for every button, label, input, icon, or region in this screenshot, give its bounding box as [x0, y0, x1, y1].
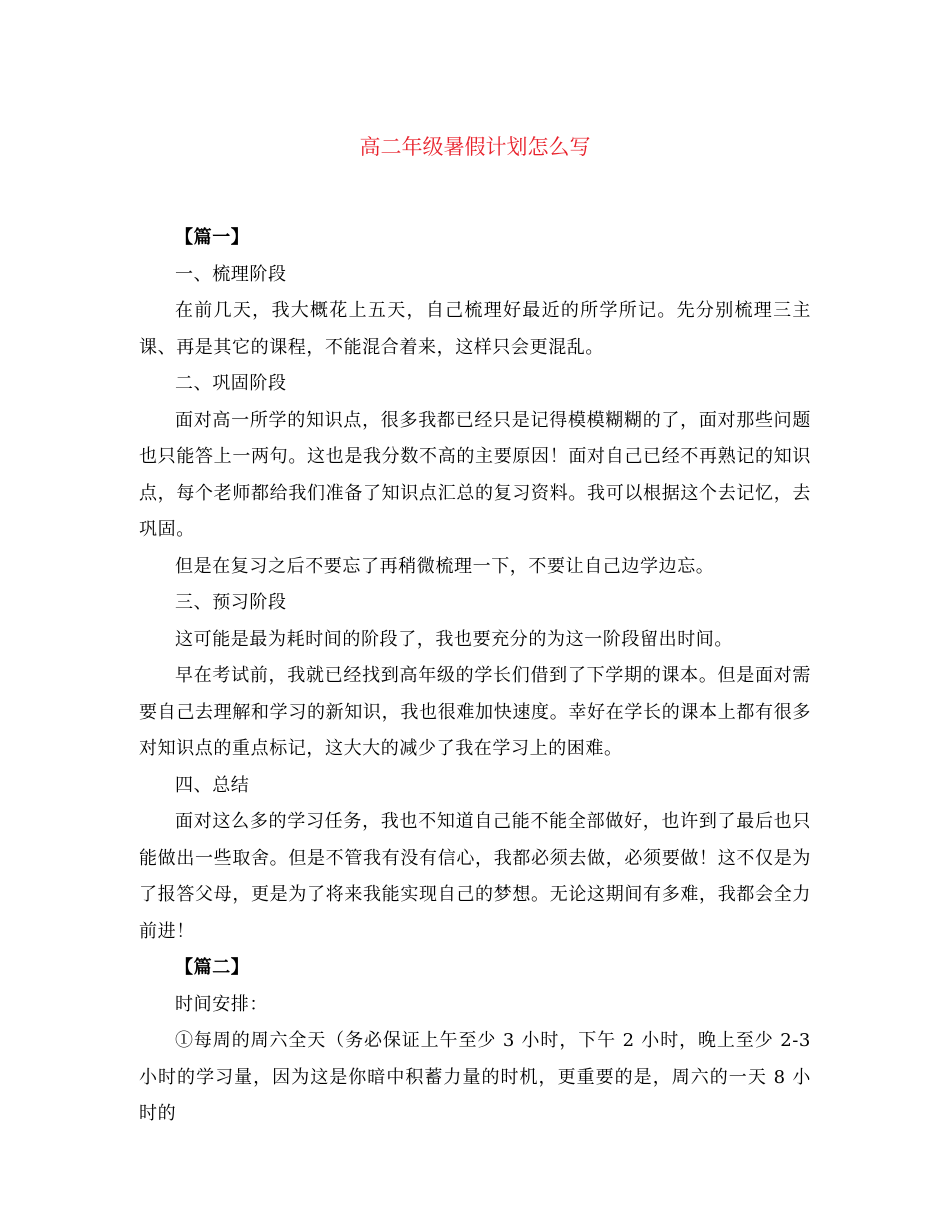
document-title: 高二年级暑假计划怎么写	[359, 135, 591, 159]
section-label-1: 【篇一】	[175, 227, 250, 248]
paragraph-preview-intro: 这可能是最为耗时间的阶段了，我也要充分的为这一阶段留出时间。	[175, 628, 733, 650]
heading-sort-stage: 一、梳理阶段	[175, 263, 287, 285]
paragraph-preview-detail: 早在考试前，我就已经找到高年级的学长们借到了下学期的课本。但是面对需要自己去理解和学习的新知识，我也很难加快速度。幸好在学长的课本上都有很多对知识点的重点标记，这大大的减少了我在学习上的困难。	[139, 665, 811, 759]
paragraph-sort-stage: 在前几天，我大概花上五天，自己梳理好最近的所学所记。先分别梳理三主课、再是其它的课程，不能混合着来，这样只会更混乱。	[139, 300, 811, 358]
paragraph-consolidate-stage: 面对高一所学的知识点，很多我都已经只是记得模模糊糊的了，面对那些问题也只能答上一两句。这也是我分数不高的主要原因！面对自己已经不再熟记的知识点，每个老师都给我们准备了知识点汇总的复习资料。我可以根据这个去记忆，去巩固。	[139, 409, 811, 540]
document-body	[139, 220, 811, 1133]
heading-preview-stage: 三、预习阶段	[175, 592, 287, 613]
heading-summary: 四、总结	[175, 774, 250, 796]
section-label-2: 【篇二】	[175, 957, 250, 978]
heading-time-schedule: 时间安排：	[175, 993, 268, 1015]
paragraph-consolidate-note: 但是在复习之后不要忘了再稍微梳理一下，不要让自己边学边忘。	[175, 555, 715, 577]
paragraph-saturday-plan: ①每周的周六全天（务必保证上午至少 3 小时，下午 2 小时，晚上至少 2-3 小时的学习量，因为这是你暗中积蓄力量的时机，更重要的是，周六的一天 8 小时的	[139, 1030, 811, 1124]
heading-consolidate-stage: 二、巩固阶段	[175, 373, 287, 394]
paragraph-summary: 面对这么多的学习任务，我也不知道自己能不能全部做好，也许到了最后也只能做出一些取舍。但是不管我有没有信心，我都必须去做，必须要做！这不仅是为了报答父母，更是为了将来我能实现自己的梦想。无论这期间有多难，我都会全力前进！	[139, 811, 811, 942]
